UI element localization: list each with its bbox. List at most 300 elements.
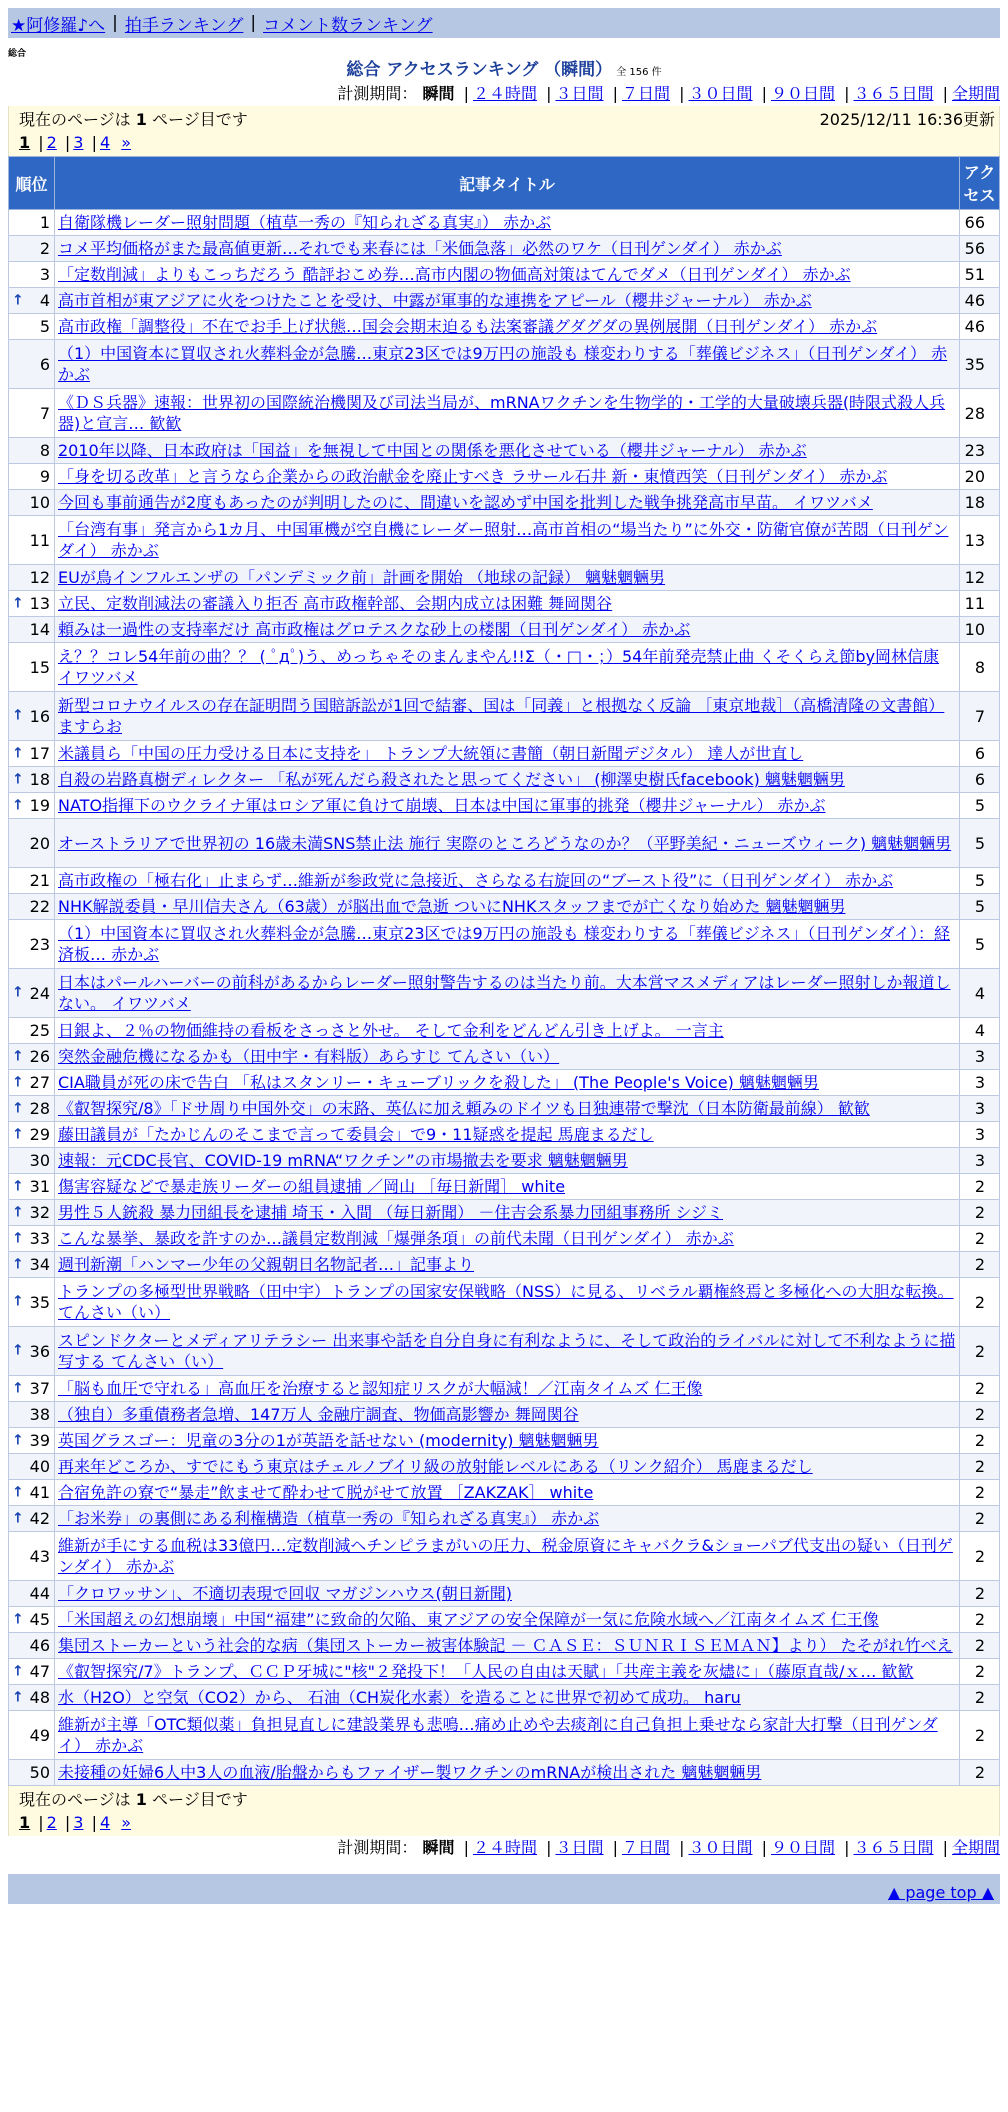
title-cell	[55, 1044, 960, 1070]
rank-cell	[9, 819, 55, 868]
access-count: 7	[960, 692, 1000, 741]
rank-number: 39	[29, 1431, 50, 1450]
table-row	[9, 438, 1000, 464]
access-count: 46	[960, 314, 1000, 340]
rank-number: 6	[39, 354, 50, 374]
rank-number: 49	[29, 1725, 50, 1745]
title-cell	[55, 1506, 960, 1532]
rank-number: 50	[29, 1763, 50, 1782]
rank-cell	[9, 1711, 55, 1760]
title-cell	[55, 1148, 960, 1174]
access-count: 51	[960, 262, 1000, 288]
title-cell	[55, 1174, 960, 1200]
rank-number: 22	[29, 897, 50, 916]
title-cell	[55, 314, 960, 340]
article-link[interactable]: 集団ストーカーという社会的な病（集団ストーカー被害体験記 － ＣＡＳＥ：ＳＵＮＲＩＳＥＭＡＮ】より） たそがれ竹べえ	[58, 1636, 953, 1655]
period-all-link[interactable]: 全期間	[951, 1838, 1000, 1857]
article-link[interactable]: 《叡智探究/8》「ドサ周り中国外交」の末路、英仏に加え頼みのドイツも日独連帯で撃沈（日本防衛最前線） 歓歓	[58, 1099, 870, 1118]
access-count: 46	[960, 288, 1000, 314]
access-count: 2	[960, 1200, 1000, 1226]
rank-cell	[9, 741, 55, 767]
category-label: 総合	[8, 49, 27, 59]
rank-number: 28	[29, 1099, 50, 1118]
period-label: 計測期間：	[337, 84, 418, 103]
rank-up-arrow-icon: ↑	[12, 1048, 24, 1064]
access-count: 5	[960, 868, 1000, 894]
rank-number: 41	[29, 1483, 50, 1502]
rank-number: 33	[29, 1229, 50, 1248]
period-3d-link[interactable]: ３日間	[555, 1838, 604, 1857]
period-all-link[interactable]: 全期間	[951, 84, 1000, 103]
table-row	[9, 692, 1000, 741]
table-row	[9, 643, 1000, 692]
article-link[interactable]: 「脳も血圧で守れる」高血圧を治療すると認知症リスクが大幅減！／江南タイムズ 仁王像	[58, 1379, 703, 1398]
title-cell	[55, 1480, 960, 1506]
rank-cell	[9, 1200, 55, 1226]
access-count: 2	[960, 1174, 1000, 1200]
access-count: 3	[960, 1070, 1000, 1096]
article-link[interactable]: 維新が手にする血税は33億円…定数削減ヘチンピラまがいの圧力、税金原資にキャバクラ&ショーパブ代支出の疑い（日刊ゲンダイ） 赤かぶ	[58, 1536, 953, 1576]
rank-number: 38	[29, 1405, 50, 1424]
access-count: 3	[960, 1044, 1000, 1070]
title-cell	[55, 516, 960, 565]
rank-up-arrow-icon: ↑	[12, 1178, 24, 1194]
rank-number: 26	[29, 1047, 50, 1066]
title-cell	[55, 210, 960, 236]
article-link[interactable]: 高市政権の「極右化」止まらず…維新が参政党に急接近、さらなる右旋回の“ブースト役”に（日刊ゲンダイ） 赤かぶ	[58, 871, 894, 890]
access-count: 10	[960, 617, 1000, 643]
article-link[interactable]: 未接種の妊婦6人中3人の血液/胎盤からもファイザー製ワクチンのmRNAが検出された 魑魅魍魎男	[58, 1763, 762, 1782]
rank-number: 13	[29, 594, 50, 613]
access-count: 35	[960, 340, 1000, 389]
table-row	[9, 236, 1000, 262]
rank-up-arrow-icon: ↑	[12, 745, 24, 761]
title-cell	[55, 1200, 960, 1226]
rank-up-arrow-icon: ↑	[12, 1510, 24, 1526]
article-link[interactable]: 今回も事前通告が2度もあったのが判明したのに、間違いを認めず中国を批判した戦争挑発高市早苗。 イワツバメ	[58, 493, 873, 512]
period-24h-link[interactable]: ２４時間	[472, 1838, 537, 1857]
title-cell	[55, 741, 960, 767]
rank-number: 32	[29, 1203, 50, 1222]
title-cell	[55, 464, 960, 490]
table-row	[9, 894, 1000, 920]
access-count: 2	[960, 1428, 1000, 1454]
rank-number: 8	[39, 441, 50, 460]
article-link[interactable]: コメ平均価格がまた最高値更新…それでも来春には「米価急落」必然のワケ（日刊ゲンダイ） 赤かぶ	[58, 239, 782, 258]
page-2-link[interactable]: 2	[46, 133, 57, 152]
rank-number: 37	[29, 1379, 50, 1398]
rank-number: 21	[29, 871, 50, 890]
rank-number: 48	[29, 1688, 50, 1707]
access-count: 13	[960, 516, 1000, 565]
title-cell	[55, 1070, 960, 1096]
period-30d-link[interactable]: ３０日間	[688, 1838, 753, 1857]
article-link[interactable]: 立民、定数削減法の審議入り拒否 高市政権幹部、会期内成立は困難 舞岡関谷	[58, 594, 613, 613]
access-count: 2	[960, 1480, 1000, 1506]
article-link[interactable]: NHK解説委員・早川信夫さん（63歳）が脳出血で急逝 ついにNHKスタッフまでが亡くなり始めた 魑魅魍魎男	[58, 897, 846, 916]
access-count: 56	[960, 236, 1000, 262]
article-link[interactable]: 男性５人銃殺 暴力団組長を逮捕 埼玉・入間 （毎日新聞） －住吉会系暴力団組事務所 シジミ	[58, 1203, 724, 1222]
table-row	[9, 1454, 1000, 1480]
article-link[interactable]: 突然金融危機になるかも（田中宇・有料版）あらすじ てんさい（い）	[58, 1047, 560, 1066]
rank-cell	[9, 1174, 55, 1200]
title-cell	[55, 1428, 960, 1454]
rank-number: 45	[29, 1610, 50, 1629]
access-count: 20	[960, 464, 1000, 490]
article-link[interactable]: 藤田議員が「たかじんのそこまで言って委員会」で9・11疑惑を提起 馬鹿まるだし	[58, 1125, 654, 1144]
comment-ranking-link[interactable]: コメント数ランキング	[263, 15, 433, 36]
rank-up-arrow-icon: ↑	[12, 771, 24, 787]
rank-number: 19	[29, 796, 50, 815]
rank-number: 4	[39, 291, 50, 310]
period-3d-link[interactable]: ３日間	[555, 84, 604, 103]
title-cell	[55, 643, 960, 692]
page-3-link[interactable]: 3	[73, 133, 84, 152]
article-link[interactable]: 「台湾有事」発言から1カ月、中国軍機が空自機にレーダー照射…高市首相の“場当たり”に外交・防衛官僚が苦悶（日刊ゲンダイ） 赤かぶ	[58, 520, 949, 560]
rank-cell	[9, 1760, 55, 1786]
table-row	[9, 767, 1000, 793]
period-current: 瞬間	[422, 84, 455, 103]
title-cell	[55, 868, 960, 894]
article-link[interactable]: 「身を切る改革」と言うなら企業からの政治献金を廃止すべき ラサール石井 新・東憤西笑（日刊ゲンダイ） 赤かぶ	[58, 467, 888, 486]
rank-cell	[9, 969, 55, 1018]
title-cell	[55, 1278, 960, 1327]
access-count: 12	[960, 565, 1000, 591]
article-link[interactable]: CIA職員が死の床で告白 「私はスタンリー・キューブリックを殺した」 (The People's Voice) 魑魅魍魎男	[58, 1073, 819, 1092]
title-cell	[55, 490, 960, 516]
rank-cell	[9, 868, 55, 894]
rank-up-arrow-icon: ↑	[12, 1204, 24, 1220]
access-count: 2	[960, 1327, 1000, 1376]
rank-number: 23	[29, 934, 50, 954]
article-link[interactable]: 自殺の岩路真樹ディレクター 「私が死んだら殺されたと思ってください」 (柳澤史樹氏facebook) 魑魅魍魎男	[58, 770, 845, 789]
rank-number: 42	[29, 1509, 50, 1528]
home-link[interactable]: ★阿修羅♪へ	[11, 15, 106, 36]
title-cell	[55, 767, 960, 793]
title-cell	[55, 617, 960, 643]
rank-cell	[9, 1376, 55, 1402]
rank-cell	[9, 464, 55, 490]
rank-up-arrow-icon: ↑	[12, 707, 24, 724]
title-cell	[55, 1454, 960, 1480]
rank-cell	[9, 236, 55, 262]
rank-cell	[9, 1070, 55, 1096]
article-link[interactable]: 「米国超えの幻想崩壊」中国“福建”に致命的欠陥、東アジアの安全保障が一気に危険水域へ／江南タイムズ 仁王像	[58, 1610, 879, 1629]
rank-cell	[9, 1402, 55, 1428]
rank-cell	[9, 591, 55, 617]
period-7d-link[interactable]: ７日間	[621, 1838, 670, 1857]
access-count: 2	[960, 1607, 1000, 1633]
article-link[interactable]: 「クロワッサン」、不適切表現で回収 マガジンハウス(朝日新聞)	[58, 1584, 512, 1603]
rank-number: 20	[29, 833, 50, 853]
period-365d-link[interactable]: ３６５日間	[853, 1838, 934, 1857]
table-row	[9, 1685, 1000, 1711]
access-count: 4	[960, 1018, 1000, 1044]
rank-up-arrow-icon: ↑	[12, 1689, 24, 1705]
rank-cell	[9, 1226, 55, 1252]
rank-up-arrow-icon: ↑	[12, 1380, 24, 1396]
article-link[interactable]: オーストラリアで世界初の 16歳未満SNS禁止法 施行 実際のところどうなのか？（平野美紀・ニューズウィーク) 魑魅魍魎男	[58, 833, 952, 853]
table-row	[9, 340, 1000, 389]
table-row	[9, 1327, 1000, 1376]
rank-number: 47	[29, 1662, 50, 1681]
rank-up-arrow-icon: ↑	[12, 1663, 24, 1679]
article-link[interactable]: 水（H2O）と空気（CO2）から、 石油（CH炭化水素）を造ることに世界で初めて成功。 haru	[58, 1688, 741, 1707]
access-count: 8	[960, 643, 1000, 692]
rank-number: 24	[29, 983, 50, 1003]
table-row	[9, 1252, 1000, 1278]
col-header-access: アクセス	[960, 157, 1000, 210]
table-row	[9, 1122, 1000, 1148]
rank-number: 16	[29, 706, 50, 726]
rank-cell	[9, 1428, 55, 1454]
rank-number: 5	[39, 317, 50, 336]
page-info: 現在のページは 1 ページ目です	[19, 110, 248, 129]
ranking-table	[8, 156, 1000, 1786]
article-link[interactable]: NATO指揮下のウクライナ軍はロシア軍に負けて崩壊、日本は中国に軍事的挑発（櫻井ジャーナル） 赤かぶ	[58, 796, 826, 815]
access-count: 2	[960, 1685, 1000, 1711]
rank-cell	[9, 1659, 55, 1685]
access-count: 2	[960, 1711, 1000, 1760]
access-count: 2	[960, 1581, 1000, 1607]
access-count: 2	[960, 1376, 1000, 1402]
page-top-link[interactable]: ▲ page top ▲	[887, 1883, 994, 1902]
article-link[interactable]: トランプの多極型世界戦略（田中宇）トランプの国家安保戦略（NSS）に見る、リベラル覇権終焉と多極化への大胆な転換。 てんさい（い）	[58, 1282, 954, 1322]
period-24h-link[interactable]: ２４時間	[472, 84, 537, 103]
period-label: 計測期間：	[337, 1838, 418, 1857]
table-row	[9, 288, 1000, 314]
rank-cell	[9, 793, 55, 819]
title-cell	[55, 1532, 960, 1581]
rank-up-arrow-icon: ↑	[12, 1100, 24, 1116]
pager-top	[8, 106, 1000, 156]
rank-cell	[9, 767, 55, 793]
period-365d-link[interactable]: ３６５日間	[853, 84, 934, 103]
rank-cell	[9, 490, 55, 516]
page-next-link[interactable]: »	[121, 1813, 132, 1832]
table-row	[9, 868, 1000, 894]
period-selector-top: 計測期間： 瞬間 | ２４時間 | ３日間 | ７日間 | ３０日間 | ９０日間 | ３６５日間 | 全期間	[337, 84, 1000, 103]
rank-cell	[9, 389, 55, 438]
rank-cell	[9, 1278, 55, 1327]
access-count: 2	[960, 1402, 1000, 1428]
rank-up-arrow-icon: ↑	[12, 292, 24, 308]
rank-up-arrow-icon: ↑	[12, 1432, 24, 1448]
table-row	[9, 1760, 1000, 1786]
table-row	[9, 741, 1000, 767]
rank-cell	[9, 1506, 55, 1532]
article-link[interactable]: 速報：元CDC長官、COVID-19 mRNA“ワクチン”の市場撤去を要求 魑魅魍魎男	[58, 1151, 628, 1170]
rank-up-arrow-icon: ↑	[12, 984, 24, 1001]
rank-cell	[9, 1148, 55, 1174]
article-link[interactable]: 「お米券」の裏側にある利権構造（植草一秀の『知られざる真実』） 赤かぶ	[58, 1509, 600, 1528]
page-title-text: 総合 アクセスランキング （瞬間）	[346, 60, 613, 80]
article-link[interactable]: スピンドクターとメディアリテラシー 出来事や話を自分自身に有利なように、そして政治的ライバルに対して不利なように描写する てんさい（い）	[58, 1331, 956, 1371]
access-count: 5	[960, 894, 1000, 920]
title-cell	[55, 920, 960, 969]
rank-cell	[9, 894, 55, 920]
table-row	[9, 1581, 1000, 1607]
access-count: 2	[960, 1454, 1000, 1480]
period-current: 瞬間	[422, 1838, 455, 1857]
rank-up-arrow-icon: ↑	[12, 1230, 24, 1246]
rank-number: 34	[29, 1255, 50, 1274]
rank-cell	[9, 288, 55, 314]
page-3-link[interactable]: 3	[73, 1813, 84, 1832]
rank-number: 43	[29, 1546, 50, 1566]
title-cell	[55, 793, 960, 819]
rank-up-arrow-icon: ↑	[12, 1126, 24, 1142]
top-nav-bar	[8, 8, 1000, 38]
article-link[interactable]: 「定数削減」よりもこっちだろう 酷評おこめ券…高市内閣の物価高対策はてんでダメ（日刊ゲンダイ） 赤かぶ	[58, 265, 851, 284]
rank-cell	[9, 1327, 55, 1376]
access-count: 2	[960, 1506, 1000, 1532]
rank-cell	[9, 565, 55, 591]
table-row	[9, 1018, 1000, 1044]
table-row	[9, 1659, 1000, 1685]
access-count: 6	[960, 741, 1000, 767]
table-row	[9, 1376, 1000, 1402]
page-info: 現在のページは 1 ページ目です	[19, 1790, 248, 1809]
article-link[interactable]: （1）中国資本に買収され火葬料金が急騰…東京23区では9万円の施設も 様変わりする「葬儀ビジネス」（日刊ゲンダイ） 赤かぶ	[58, 344, 948, 384]
rank-number: 9	[39, 467, 50, 486]
period-30d-link[interactable]: ３０日間	[688, 84, 753, 103]
page-4-link[interactable]: 4	[99, 1813, 111, 1832]
page-next-link[interactable]: »	[121, 133, 132, 152]
access-count: 2	[960, 1278, 1000, 1327]
title-cell	[55, 1327, 960, 1376]
table-row	[9, 490, 1000, 516]
article-link[interactable]: 《ＤＳ兵器》速報：世界初の国際統治機関及び司法当局が、mRNAワクチンを生物学的・工学的大量破壊兵器(時限式殺人兵器)と宣言… 歓歓	[58, 393, 946, 433]
access-count: 2	[960, 1760, 1000, 1786]
table-row	[9, 920, 1000, 969]
article-link[interactable]: 米議員ら「中国の圧力受ける日本に支持を」 トランプ大統領に書簡（朝日新聞デジタル） 達人が世直し	[58, 744, 804, 763]
article-link[interactable]: （独自）多重債務者急増、147万人 金融庁調査、物価高影響か 舞岡関谷	[58, 1405, 579, 1424]
article-link[interactable]: 高市首相が東アジアに火をつけたことを受け、中露が軍事的な連携をアピール（櫻井ジャーナル） 赤かぶ	[58, 291, 812, 310]
page-4-link[interactable]: 4	[99, 133, 111, 152]
period-90d-link[interactable]: ９０日間	[770, 1838, 835, 1857]
table-row	[9, 1070, 1000, 1096]
rank-cell	[9, 1480, 55, 1506]
rank-cell	[9, 210, 55, 236]
article-link[interactable]: え？？コレ54年前の曲？？ ( ﾟдﾟ)う、めっちゃそのまんまやん!!Σ（・□・；）54年前発売禁止曲 くそくらえ節by岡林信康 イワツバメ	[58, 647, 940, 687]
rank-up-arrow-icon: ↑	[12, 1342, 24, 1359]
rank-cell	[9, 1607, 55, 1633]
title-cell	[55, 1633, 960, 1659]
rank-cell	[9, 438, 55, 464]
access-count: 5	[960, 819, 1000, 868]
title-cell	[55, 1122, 960, 1148]
access-count: 2	[960, 1633, 1000, 1659]
table-row	[9, 1278, 1000, 1327]
title-cell	[55, 1018, 960, 1044]
rank-number: 7	[39, 403, 50, 423]
title-cell	[55, 1685, 960, 1711]
access-count: 66	[960, 210, 1000, 236]
access-count: 2	[960, 1226, 1000, 1252]
table-row	[9, 1607, 1000, 1633]
rank-number: 36	[29, 1341, 50, 1361]
rank-cell	[9, 1633, 55, 1659]
rank-up-arrow-icon: ↑	[12, 1293, 24, 1310]
rank-up-arrow-icon: ↑	[12, 1611, 24, 1627]
rank-cell	[9, 1581, 55, 1607]
access-count: 23	[960, 438, 1000, 464]
rank-up-arrow-icon: ↑	[12, 1074, 24, 1090]
article-link[interactable]: （1）中国資本に買収され火葬料金が急騰…東京23区では9万円の施設も 様変わりする「葬儀ビジネス」（日刊ゲンダイ）：経済板… 赤かぶ	[58, 924, 951, 964]
table-row	[9, 617, 1000, 643]
period-selector-bottom: 計測期間： 瞬間 | ２４時間 | ３日間 | ７日間 | ３０日間 | ９０日間 | ３６５日間 | 全期間	[337, 1838, 1000, 1857]
rank-number: 46	[29, 1636, 50, 1655]
table-row	[9, 1148, 1000, 1174]
rank-cell	[9, 617, 55, 643]
table-row	[9, 314, 1000, 340]
table-row	[9, 464, 1000, 490]
title-cell	[55, 692, 960, 741]
article-link[interactable]: 自衛隊機レーダー照射問題（植草一秀の『知られざる真実』） 赤かぶ	[58, 213, 552, 232]
article-link[interactable]: 英国グラスゴー：児童の3分の1が英語を話せない (modernity) 魑魅魍魎男	[58, 1431, 599, 1450]
rank-cell	[9, 1096, 55, 1122]
table-row	[9, 389, 1000, 438]
rank-cell	[9, 1252, 55, 1278]
rank-cell	[9, 1122, 55, 1148]
article-link[interactable]: 《叡智探究/7》トランプ、ＣＣＰ牙城に"核"２発投下！「人民の自由は天賦」「共産主義を灰燼に」（藤原直哉/ｘ… 歓歓	[58, 1662, 914, 1681]
page-title	[0, 58, 1008, 82]
article-link[interactable]: 週刊新潮「ハンマー少年の父親朝日名物記者…」記事より	[58, 1255, 475, 1274]
article-link[interactable]: 日銀よ、２％の物価維持の看板をさっさと外せ。 そして金利をどんどん引き上げよ。 一言主	[58, 1021, 724, 1040]
title-cell	[55, 1581, 960, 1607]
title-cell	[55, 565, 960, 591]
rank-number: 30	[29, 1151, 50, 1170]
article-link[interactable]: 再来年どころか、すでにもう東京はチェルノブイリ級の放射能レベルにある（リンク紹介） 馬鹿まるだし	[58, 1457, 813, 1476]
access-count: 5	[960, 920, 1000, 969]
table-row	[9, 1174, 1000, 1200]
rank-up-arrow-icon: ↑	[12, 1484, 24, 1500]
page-2-link[interactable]: 2	[46, 1813, 57, 1832]
article-link[interactable]: 日本はパールハーバーの前科があるからレーダー照射警告するのは当たり前。大本営マスメディアはレーダー照射しか報道しない。 イワツバメ	[58, 973, 951, 1013]
article-link[interactable]: 傷害容疑などで暴走族リーダーの組員逮捕 ／岡山 ［毎日新聞］ white	[58, 1177, 566, 1196]
total-count: 全 156 件	[616, 67, 662, 78]
applause-ranking-link[interactable]: 拍手ランキング	[124, 15, 244, 36]
title-cell	[55, 438, 960, 464]
article-link[interactable]: 高市政権「調整役」不在でお手上げ状態…国会会期末迫るも法案審議グダグダの異例展開（日刊ゲンダイ） 赤かぶ	[58, 317, 878, 336]
title-cell	[55, 1096, 960, 1122]
nav-separator: |	[112, 13, 118, 33]
rank-cell	[9, 314, 55, 340]
article-link[interactable]: 頼みは一過性の支持率だけ 高市政権はグロテスクな砂上の楼閣（日刊ゲンダイ） 赤かぶ	[58, 620, 691, 639]
table-row	[9, 516, 1000, 565]
title-cell	[55, 389, 960, 438]
title-cell	[55, 819, 960, 868]
rank-number: 18	[29, 770, 50, 789]
footer-bar	[8, 1874, 1000, 1904]
pager-bottom	[8, 1786, 1000, 1836]
article-link[interactable]: 新型コロナウイルスの存在証明問う国賠訴訟が1回で結審、国は「同義」と根拠なく反論 ［東京地裁］（高橋清隆の文書館） ますらお	[58, 696, 945, 736]
period-7d-link[interactable]: ７日間	[621, 84, 670, 103]
article-link[interactable]: こんな暴挙、暴政を許すのか…議員定数削減「爆弾条項」の前代未聞（日刊ゲンダイ） 赤かぶ	[58, 1229, 734, 1248]
access-count: 6	[960, 767, 1000, 793]
article-link[interactable]: 合宿免許の寮で“暴走”飲ませて酔わせて脱がせて放置 ［ZAKZAK］ white	[58, 1483, 594, 1502]
article-link[interactable]: 2010年以降、日本政府は「国益」を無視して中国との関係を悪化させている（櫻井ジャーナル） 赤かぶ	[58, 441, 807, 460]
table-row	[9, 1402, 1000, 1428]
article-link[interactable]: EUが鳥インフルエンザの「パンデミック前」計画を開始 （地球の記録） 魑魅魍魎男	[58, 568, 666, 587]
access-count: 3	[960, 1148, 1000, 1174]
table-row	[9, 262, 1000, 288]
table-row	[9, 1532, 1000, 1581]
table-row	[9, 210, 1000, 236]
article-link[interactable]: 維新が主導「OTC類似薬」負担見直しに建設業界も悲鳴…痛め止めや去痰剤に自己負担上乗せなら家計大打撃（日刊ゲンダイ） 赤かぶ	[58, 1715, 938, 1755]
period-90d-link[interactable]: ９０日間	[770, 84, 835, 103]
